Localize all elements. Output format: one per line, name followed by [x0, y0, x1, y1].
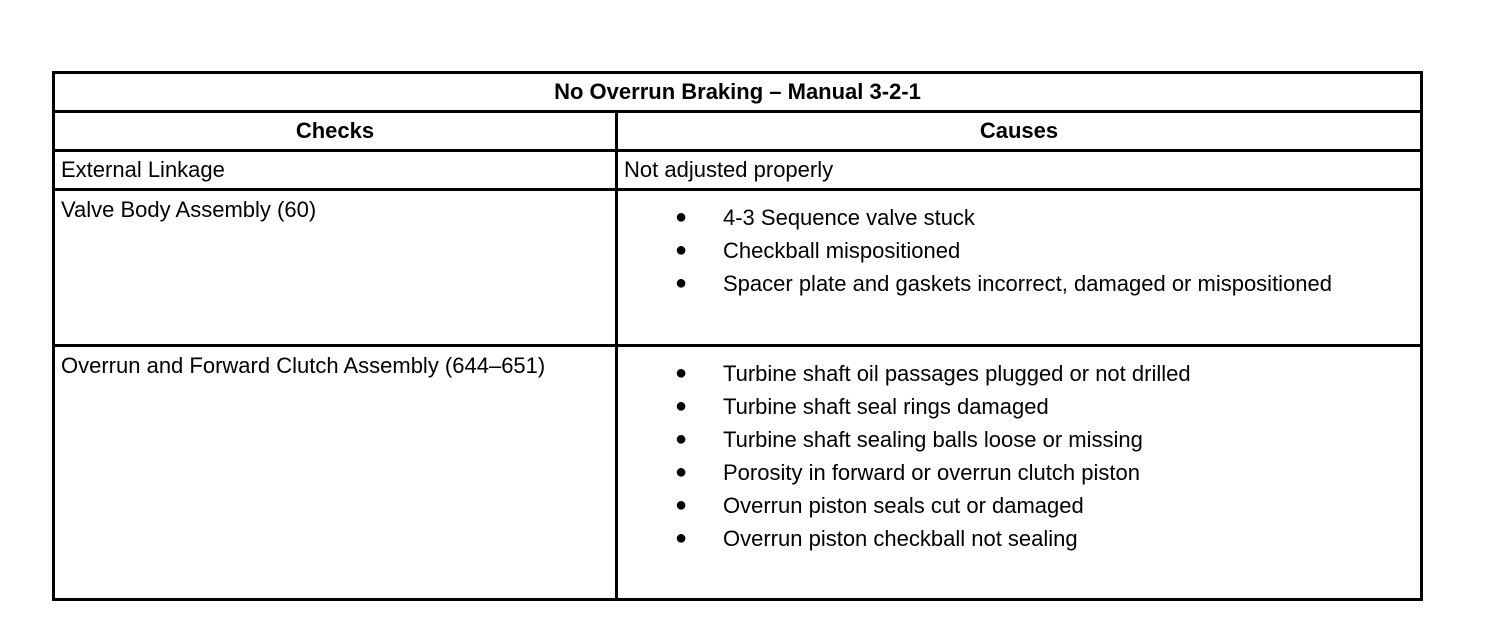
table-row: [54, 151, 1422, 190]
bullet-icon: ●: [675, 206, 688, 228]
bullet-icon: ●: [675, 272, 688, 294]
list-item: [618, 201, 1420, 234]
list-item: [618, 423, 1420, 456]
list-item: [618, 456, 1420, 489]
diagnosis-table: [52, 71, 1423, 601]
header-causes: Causes: [617, 112, 1422, 151]
list-item: [618, 357, 1420, 390]
list-item: [618, 390, 1420, 423]
cause-text: Checkball mispositioned: [723, 238, 961, 263]
list-item: [618, 267, 1420, 300]
cause-text: Turbine shaft sealing balls loose or missing: [723, 427, 1143, 452]
list-item: [618, 522, 1420, 555]
table-row: [54, 346, 1422, 600]
cause-list: [618, 347, 1420, 555]
table-row: [54, 190, 1422, 346]
bullet-icon: ●: [675, 461, 688, 483]
cause-text: Turbine shaft oil passages plugged or not drilled: [723, 361, 1191, 386]
cause-text: Porosity in forward or overrun clutch piston: [723, 460, 1140, 485]
bullet-icon: ●: [675, 527, 688, 549]
bullet-icon: ●: [675, 362, 688, 384]
bullet-icon: ●: [675, 239, 688, 261]
list-item: [618, 489, 1420, 522]
header-checks: Checks: [54, 112, 617, 151]
check-cell: External Linkage: [54, 151, 617, 190]
table-header-row: [54, 112, 1422, 151]
table-title: No Overrun Braking – Manual 3-2-1: [54, 73, 1422, 112]
cause-text: Turbine shaft seal rings damaged: [723, 394, 1049, 419]
table-title-row: [54, 73, 1422, 112]
cause-cell: Not adjusted properly: [617, 151, 1422, 190]
check-cell: Valve Body Assembly (60): [54, 190, 617, 346]
cause-cell: [617, 190, 1422, 346]
cause-text: 4-3 Sequence valve stuck: [723, 205, 975, 230]
check-cell: Overrun and Forward Clutch Assembly (644–651): [54, 346, 617, 600]
cause-text: Overrun piston checkball not sealing: [723, 526, 1078, 551]
cause-text: Spacer plate and gaskets incorrect, damaged or mispositioned: [723, 271, 1333, 296]
bullet-icon: ●: [675, 494, 688, 516]
cause-list: [618, 191, 1420, 300]
list-item: [618, 234, 1420, 267]
bullet-icon: ●: [675, 428, 688, 450]
bullet-icon: ●: [675, 395, 688, 417]
cause-cell: [617, 346, 1422, 600]
cause-text: Overrun piston seals cut or damaged: [723, 493, 1084, 518]
